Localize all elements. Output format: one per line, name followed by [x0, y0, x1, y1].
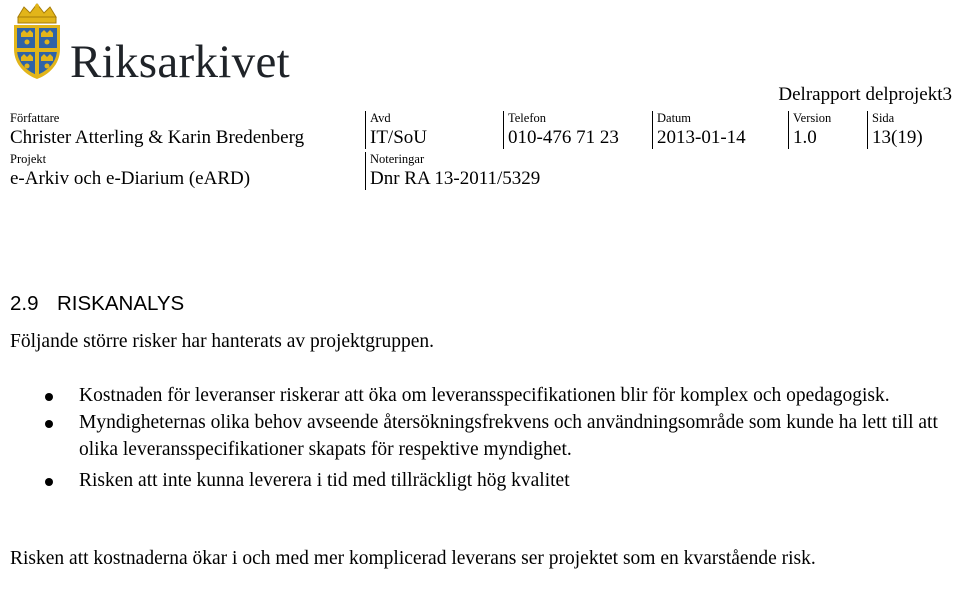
list-item-text: Myndigheternas olika behov avseende återsökningsfrekvens och användningsområde som kunde ha lett till att olika leveransspecifikationer skapats för respektive myndighet.	[79, 412, 938, 460]
dept-label: Avd	[370, 111, 391, 125]
page-label: Sida	[872, 111, 895, 125]
column-divider	[365, 152, 366, 190]
page-value: 13(19)	[872, 127, 923, 148]
notes-value: Dnr RA 13-2011/5329	[370, 168, 541, 189]
intro-paragraph: Följande större risker har hanterats av projektgruppen.	[10, 331, 434, 352]
date-label: Datum	[657, 111, 692, 125]
column-divider	[867, 111, 868, 149]
dept-value: IT/SoU	[370, 127, 427, 148]
notes-label: Noteringar	[370, 152, 425, 166]
list-item	[10, 409, 940, 463]
document-title: Delrapport delprojekt3	[778, 84, 952, 105]
column-divider	[652, 111, 653, 149]
author-value: Christer Atterling & Karin Bredenberg	[10, 127, 305, 148]
risk-list	[10, 382, 940, 494]
section-heading	[10, 292, 184, 316]
project-label: Projekt	[10, 152, 47, 166]
column-divider	[503, 111, 504, 149]
column-divider	[788, 111, 789, 149]
list-item	[10, 382, 940, 409]
section-title: RISKANALYS	[57, 292, 185, 315]
phone-value: 010-476 71 23	[508, 127, 619, 148]
project-value: e-Arkiv och e-Diarium (eARD)	[10, 168, 251, 189]
riksarkivet-emblem-icon	[6, 3, 68, 81]
logo-wordmark: Riksarkivet	[70, 36, 290, 88]
closing-paragraph: Risken att kostnaderna ökar i och med mer komplicerad leverans ser projektet som en kvarstående risk.	[10, 548, 816, 569]
author-label: Författare	[10, 111, 60, 125]
list-item-text: Kostnaden för leveranser riskerar att öka om leveransspecifikationen blir för komplex och opedagogisk.	[79, 385, 890, 406]
section-number: 2.9	[10, 292, 39, 315]
version-value: 1.0	[793, 127, 817, 148]
date-value: 2013-01-14	[657, 127, 746, 148]
list-item-text: Risken att inte kunna leverera i tid med tillräckligt hög kvalitet	[79, 470, 570, 491]
phone-label: Telefon	[508, 111, 546, 125]
column-divider	[365, 111, 366, 149]
bullet-icon	[45, 420, 53, 428]
bullet-icon	[45, 393, 53, 401]
bullet-icon	[45, 478, 53, 486]
list-item	[10, 467, 940, 494]
version-label: Version	[793, 111, 832, 125]
